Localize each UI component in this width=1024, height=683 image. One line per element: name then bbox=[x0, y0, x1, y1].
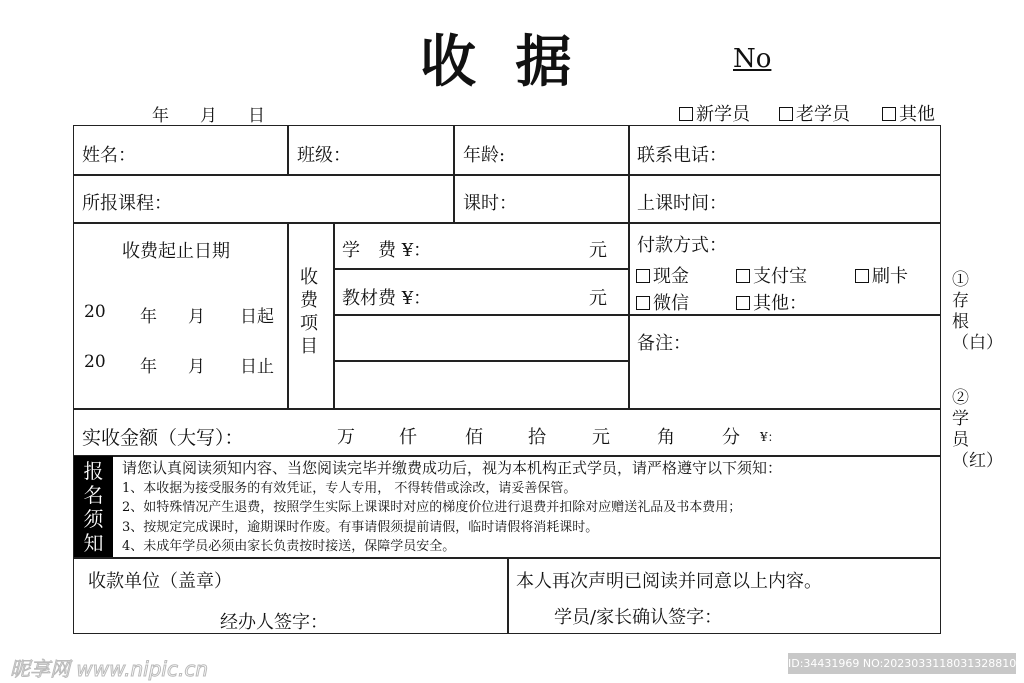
amount-unit-bai: 佰 bbox=[465, 427, 483, 448]
material-fee-field[interactable]: 教材费 ¥： bbox=[342, 288, 432, 309]
class-time-field[interactable]: 上课时间： bbox=[637, 193, 727, 214]
payment-wechat[interactable] bbox=[636, 289, 689, 315]
receipt-title: 收 据 bbox=[420, 30, 582, 95]
material-fee-unit: 元 bbox=[589, 288, 607, 309]
checkbox-icon bbox=[636, 269, 650, 283]
period-end-20: 20 bbox=[84, 352, 106, 372]
amount-yen: ¥： bbox=[760, 430, 780, 444]
amount-label: 实收金额（大写）： bbox=[82, 427, 244, 449]
checkbox-label: 刷卡 bbox=[872, 266, 908, 287]
checkbox-label: 新学员 bbox=[696, 104, 750, 125]
notice-item: 1、本收据为接受服务的有效凭证，专人专用， 不得转借或涂改，请妥善保管。 bbox=[122, 480, 577, 496]
notice-item: 2、如特殊情况产生退费，按照学生实际上课课时对应的梯度价位进行退费并扣除对应赠送礼品及书本费用； bbox=[122, 500, 742, 515]
fee-items-label: 收费项目 bbox=[300, 267, 318, 357]
notice-item: 3、按规定完成课时，逾期课时作废。有事请假须提前请假，临时请假将消耗课时。 bbox=[122, 519, 599, 535]
hours-field[interactable]: 课时： bbox=[463, 193, 517, 214]
amount-unit-qian: 仟 bbox=[399, 427, 417, 448]
payment-alipay[interactable] bbox=[736, 262, 807, 288]
period-title: 收费起止日期 bbox=[122, 241, 230, 262]
amount-unit-jiao: 角 bbox=[657, 427, 675, 448]
checkbox-label: 支付宝 bbox=[753, 266, 807, 287]
watermark-logo: 昵享网 www.nipic.cn bbox=[10, 657, 209, 681]
name-field[interactable]: 姓名： bbox=[82, 145, 136, 166]
payee-unit-stamp: 收款单位（盖章） bbox=[88, 571, 232, 592]
tuition-field[interactable]: 学 费 ¥： bbox=[342, 240, 432, 261]
amount-unit-shi: 拾 bbox=[528, 427, 546, 448]
copy-stub-label: ①存根（白） bbox=[952, 270, 1003, 353]
period-start-20: 20 bbox=[84, 302, 106, 322]
notice-label bbox=[74, 456, 113, 557]
date-year: 年 bbox=[152, 106, 169, 126]
period-start-month: 月 bbox=[188, 307, 205, 327]
checkbox-label: 现金 bbox=[653, 266, 689, 287]
notice-text bbox=[122, 459, 782, 557]
period-end-month: 月 bbox=[188, 357, 205, 377]
phone-field[interactable]: 联系电话： bbox=[637, 145, 727, 166]
checkbox-icon bbox=[679, 107, 693, 121]
remarks-field[interactable]: 备注： bbox=[637, 333, 691, 354]
guardian-signature[interactable]: 学员/家长确认签字： bbox=[554, 607, 723, 628]
handler-signature[interactable]: 经办人签字： bbox=[220, 612, 328, 633]
payment-cash[interactable] bbox=[636, 262, 689, 288]
checkbox-label: 其他 bbox=[899, 104, 935, 125]
payment-title: 付款方式： bbox=[637, 235, 727, 256]
notice-label-text: 报名须知 bbox=[83, 459, 104, 555]
notice-intro: 请您认真阅读须知内容、当您阅读完毕并缴费成功后，视为本机构正式学员，请严格遵守以下须知： bbox=[122, 459, 783, 477]
payment-card[interactable] bbox=[855, 262, 908, 288]
checkbox-label: 微信 bbox=[653, 293, 689, 314]
date-day: 日 bbox=[248, 106, 265, 126]
payment-other[interactable] bbox=[736, 289, 807, 315]
period-start-day: 日起 bbox=[240, 307, 274, 327]
declaration: 本人再次声明已阅读并同意以上内容。 bbox=[516, 571, 822, 592]
tuition-unit: 元 bbox=[589, 240, 607, 261]
receipt-number-label: No bbox=[733, 44, 772, 74]
checkbox-icon bbox=[855, 269, 869, 283]
checkbox-label: 老学员 bbox=[796, 104, 850, 125]
checkbox-other[interactable] bbox=[882, 100, 935, 126]
checkbox-icon bbox=[736, 296, 750, 310]
checkbox-old-student[interactable] bbox=[779, 100, 850, 126]
checkbox-new-student[interactable] bbox=[679, 100, 750, 126]
notice-item: 4、未成年学员必须由家长负责按时接送，保障学员安全。 bbox=[122, 539, 456, 554]
checkbox-icon bbox=[779, 107, 793, 121]
amount-unit-fen: 分 bbox=[722, 427, 740, 448]
checkbox-label: 其他： bbox=[753, 293, 807, 314]
age-field[interactable]: 年龄: bbox=[463, 145, 506, 166]
watermark-id: ID:34431969 NO:20230331180313288107 bbox=[788, 653, 1016, 674]
period-start-year: 年 bbox=[140, 307, 157, 327]
checkbox-icon bbox=[636, 296, 650, 310]
class-field[interactable]: 班级： bbox=[297, 145, 351, 166]
copy-student-label: ②学员（红） bbox=[952, 388, 1003, 471]
period-end-year: 年 bbox=[140, 357, 157, 377]
course-field[interactable]: 所报课程： bbox=[82, 193, 172, 214]
amount-unit-wan: 万 bbox=[337, 427, 355, 448]
amount-unit-yuan: 元 bbox=[592, 427, 610, 448]
date-month: 月 bbox=[200, 106, 217, 126]
period-end-day: 日止 bbox=[240, 357, 274, 377]
checkbox-icon bbox=[736, 269, 750, 283]
checkbox-icon bbox=[882, 107, 896, 121]
